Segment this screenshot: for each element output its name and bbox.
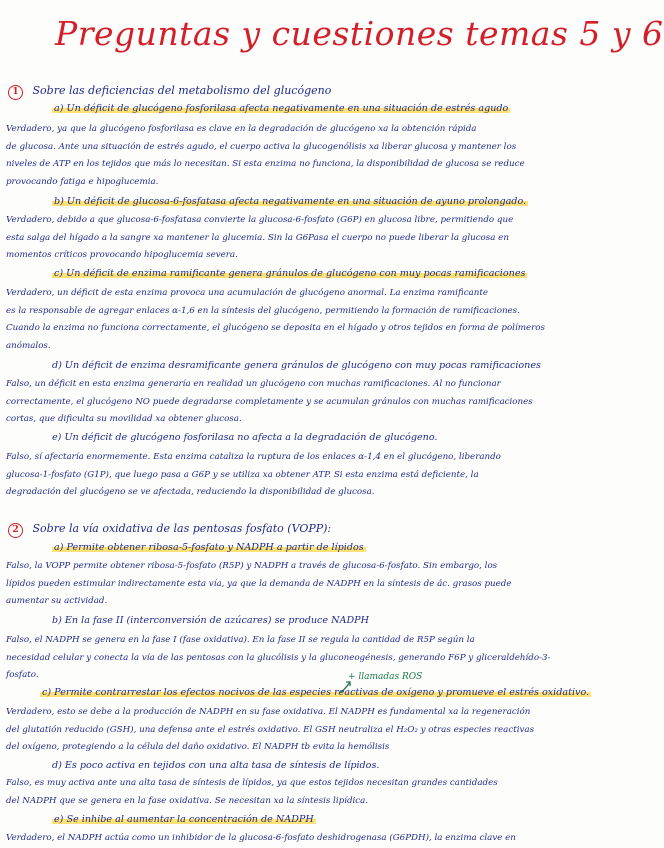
answer-line: fosfato. <box>6 670 39 681</box>
question-1c-text: c) Un déficit de enzima ramificante genera gránulos de glucógeno con muy pocas ramificaciones <box>54 268 526 279</box>
answer-line: Verdadero, esto se debe a la producción de NADPH en su fase oxidativa. El NADPH es fundamental xa la regeneración <box>6 707 531 717</box>
answer-1d <box>6 376 592 429</box>
answer-line: Falso, sí afectaría enormemente. Esta enzima cataliza la ruptura de los enlaces α-1,4 en el glucógeno, liberando <box>6 452 501 462</box>
section-1-title: Sobre las deficiencias del metabolismo del glucógeno <box>32 84 332 97</box>
question-2b-text: b) En la fase II (interconversión de azúcares) se produce NADPH <box>52 615 369 626</box>
answer-1a <box>6 121 592 191</box>
answer-line: lípidos pueden estimular indirectamente esta vía, ya que la demanda de NADPH en la síntesis de ác. grasos puede <box>6 578 512 589</box>
answer-1b <box>6 212 592 265</box>
answer-line: anómalos. <box>6 340 51 351</box>
answer-2b <box>6 632 592 685</box>
answer-line: momentos críticos provocando hipoglucemia severa. <box>6 250 238 261</box>
answer-line: aumentar su actividad. <box>6 596 108 607</box>
question-1b-text: b) Un déficit de glucosa-6-fosfatasa afecta negativamente en una situación de ayuno prolongado. <box>54 196 527 207</box>
answer-line: Falso, un déficit en esta enzima generaría en realidad un glucógeno con muchas ramificaciones. Al no funcionar <box>6 379 501 389</box>
question-2d <box>52 760 379 771</box>
margin-note: + llamadas ROS <box>348 672 423 682</box>
answer-line: de glucosa. Ante una situación de estrés agudo, el cuerpo activa la glucogenólisis xa liberar glucosa y mantener los <box>6 141 517 152</box>
section-2-title: Sobre la vía oxidativa de las pentosas fosfato (VOPP): <box>32 522 332 535</box>
answer-2e <box>6 830 592 848</box>
answer-line: es la responsable de agregar enlaces α-1,6 en la síntesis del glucógeno, permitiendo la formación de ramificaciones. <box>6 305 520 316</box>
answer-line: del NADPH que se genera en la fase oxidativa. Se necesitan xa la síntesis lipídica. <box>6 795 369 806</box>
answer-line: Verdadero, ya que la glucógeno fosforilasa es clave en la degradación de glucógeno xa la obtención rápida <box>6 124 477 134</box>
question-1d-text: d) Un déficit de enzima desramificante genera gránulos de glucógeno con muy pocas ramificaciones <box>52 360 541 371</box>
answer-line: Falso, es muy activa ante una alta tasa de síntesis de lípidos, ya que estos tejidos necesitan grandes cantidades <box>6 778 498 788</box>
section-1-number: 1 <box>8 85 23 100</box>
answer-line: provocando fatiga e hipoglucemia. <box>6 176 159 187</box>
question-1c <box>52 268 527 279</box>
answer-line: niveles de ATP en los tejidos que más lo necesitan. Si esta enzima no funciona, la disponibilidad de glucosa se reduce <box>6 159 525 170</box>
question-2a <box>52 542 366 553</box>
question-1b <box>52 196 528 207</box>
page-title: Preguntas y cuestiones temas 5 y 6 <box>55 14 664 53</box>
answer-line: Verdadero, el NADPH actúa como un inhibidor de la glucosa-6-fosfato deshidrogenasa (G6PDH), la enzima clave en <box>6 833 516 843</box>
question-1e <box>52 432 437 443</box>
answer-line: glucosa-1-fosfato (G1P), que luego pasa a G6P y se utiliza xa obtener ATP. Si esta enzima está deficiente, la <box>6 469 479 480</box>
answer-2a <box>6 558 592 611</box>
question-2e-text: e) Se inhibe al aumentar la concentración de NADPH <box>54 814 314 825</box>
question-2a-text: a) Permite obtener ribosa-5-fosfato y NADPH a partir de lípidos <box>54 542 364 553</box>
question-2c-text: c) Permite contrarrestar los efectos nocivos de las especies reactivas de oxígeno y promueve el estrés oxidativo. <box>42 687 590 698</box>
answer-2d <box>6 775 592 810</box>
question-1a-text: a) Un déficit de glucógeno fosforilasa afecta negativamente en una situación de estrés agudo <box>54 103 509 114</box>
section-1-heading <box>8 84 331 100</box>
answer-line: Cuando la enzima no funciona correctamente, el glucógeno se deposita en el hígado y otros tejidos en forma de polímeros <box>6 323 545 334</box>
question-2d-text: d) Es poco activa en tejidos con una alta tasa de síntesis de lípidos. <box>52 760 380 771</box>
answer-2c <box>6 704 592 757</box>
answer-line: correctamente, el glucógeno NO puede degradarse completamente y se acumulan gránulos con muchas ramificaciones <box>6 396 533 407</box>
question-2b <box>52 615 369 626</box>
answer-line: del oxígeno, protegiendo a la célula del daño oxidativo. El NADPH tb evita la hemólisis <box>6 742 390 753</box>
question-1e-text: e) Un déficit de glucógeno fosforilasa no afecta a la degradación de glucógeno. <box>52 432 438 443</box>
answer-line: Verdadero, debido a que glucosa-6-fosfatasa convierte la glucosa-6-fosfato (G6P) en glucosa libre, permitiendo que <box>6 215 514 225</box>
question-2e <box>52 814 316 825</box>
answer-line: degradación del glucógeno se ve afectada, reduciendo la disponibilidad de glucosa. <box>6 487 375 498</box>
answer-line: necesidad celular y conecta la vía de las pentosas con la glucólisis y la gluconeogénesis, generando F6P y gliceraldehído-3- <box>6 652 551 663</box>
section-2-heading <box>8 522 331 538</box>
answer-line: del glutatión reducido (GSH), una defensa ante el estrés oxidativo. El GSH neutraliza el H₂O₂ y otras especies reactivas <box>6 724 535 735</box>
answer-line: Verdadero, un déficit de esta enzima provoca una acumulación de glucógeno anormal. La enzima ramificante <box>6 288 488 298</box>
question-1a <box>52 103 510 114</box>
answer-line: Falso, el NADPH se genera en la fase I (fase oxidativa). En la fase II se regula la cantidad de R5P según la <box>6 635 475 645</box>
question-2c <box>40 687 591 698</box>
answer-line: esta salga del hígado a la sangre xa mantener la glucemia. Sin la G6Pasa el cuerpo no puede liberar la glucosa en <box>6 232 509 243</box>
answer-1c <box>6 285 592 355</box>
section-2-number: 2 <box>8 523 23 538</box>
answer-line: cortas, que dificulta su movilidad xa obtener glucosa. <box>6 414 242 425</box>
question-1d <box>52 360 541 371</box>
answer-1e <box>6 449 592 502</box>
answer-line: Falso, la VOPP permite obtener ribosa-5-fosfato (R5P) y NADPH a través de glucosa-6-fosfato. Sin embargo, los <box>6 561 498 571</box>
